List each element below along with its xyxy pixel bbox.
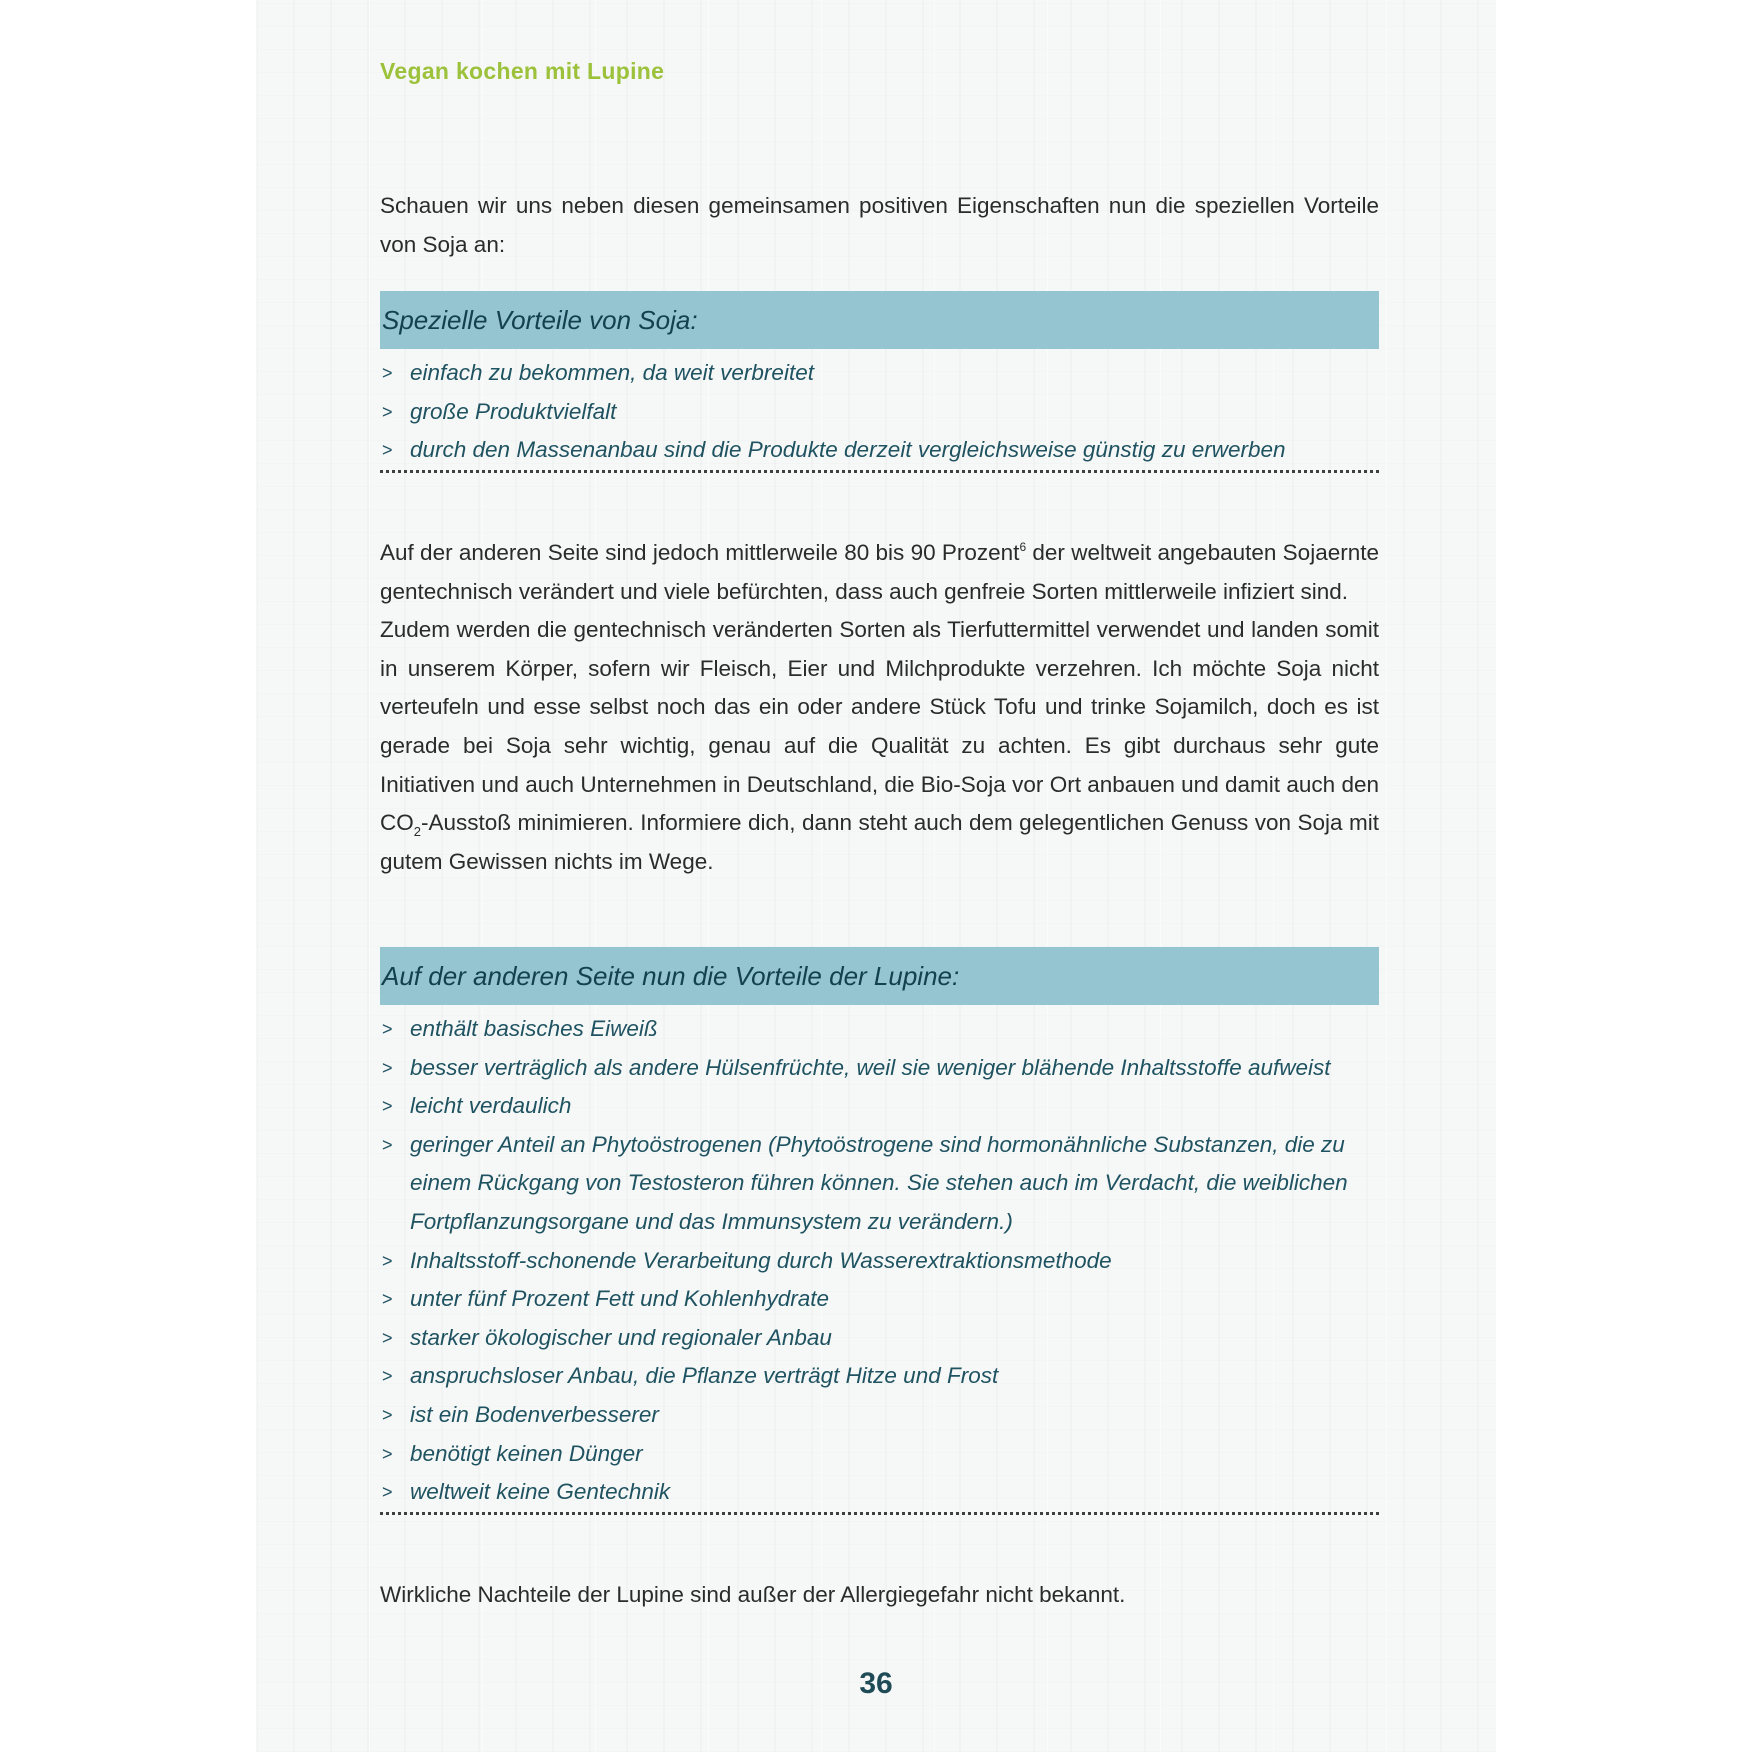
list-item — [380, 1010, 1379, 1049]
text-run: der weltweit angebauten Sojaernte gentechnisch verändert und viele befürchten, dass auch genfreie Sorten mittlerweile infiziert sind. — [380, 540, 1379, 604]
list-item — [380, 1357, 1379, 1396]
body-paragraphs — [380, 534, 1379, 881]
chevron-right-icon: > — [382, 1057, 393, 1078]
body-paragraph-2 — [380, 611, 1379, 881]
list-item — [380, 1319, 1379, 1358]
list-item — [380, 431, 1379, 470]
list-item — [380, 1049, 1379, 1088]
lupine-heading-text: Auf der anderen Seite nun die Vorteile der Lupine: — [382, 960, 960, 991]
page-number: 36 — [859, 1667, 893, 1700]
dotted-divider — [380, 1512, 1379, 1515]
intro-paragraph — [380, 187, 1379, 264]
chevron-right-icon: > — [382, 401, 393, 422]
soja-box-heading — [380, 291, 1379, 349]
chevron-right-icon: > — [382, 1327, 393, 1348]
list-item-text: anspruchsloser Anbau, die Pflanze verträgt Hitze und Frost — [410, 1363, 999, 1389]
chevron-right-icon: > — [382, 440, 393, 461]
list-item — [380, 1087, 1379, 1126]
running-title: Vegan kochen mit Lupine — [380, 58, 665, 84]
chevron-right-icon: > — [382, 1134, 393, 1155]
chevron-right-icon: > — [382, 1019, 393, 1039]
list-item — [380, 393, 1379, 432]
chevron-right-icon: > — [382, 1096, 393, 1117]
intro-text: Schauen wir uns neben diesen gemeinsamen positiven Eigenschaften nun die speziellen Vorteile von Soja an: — [380, 193, 1379, 257]
list-item-text: geringer Anteil an Phytoöstrogenen (Phytoöstrogene sind hormonähnliche Substanzen, die zu einem Rückgang von Testosteron führen können. Sie stehen auch im Verdacht, die weiblichen Fortpflanzungsorgane und das Immunsystem zu verändern.) — [410, 1131, 1348, 1234]
lupine-advantages-list — [380, 1010, 1379, 1512]
soja-heading-text: Spezielle Vorteile von Soja: — [382, 304, 698, 335]
footnote-ref: 6 — [1019, 540, 1027, 554]
closing-text: Wirkliche Nachteile der Lupine sind außer der Allergiegefahr nicht bekannt. — [380, 1582, 1126, 1607]
list-item — [380, 1435, 1379, 1474]
lupine-box-heading — [380, 947, 1379, 1005]
text-run: -Ausstoß minimieren. Informiere dich, dann steht auch dem gelegentlichen Genuss von Soja mit gutem Gewissen nichts im Wege. — [380, 810, 1379, 874]
list-item — [380, 1280, 1379, 1319]
list-item-text: große Produktvielfalt — [410, 398, 617, 424]
list-item-text: enthält basisches Eiweiß — [410, 1016, 658, 1041]
list-item-text: besser verträglich als andere Hülsenfrüchte, weil sie weniger blähende Inhaltsstoffe aufweist — [410, 1054, 1331, 1080]
list-item — [380, 354, 1379, 393]
chevron-right-icon: > — [382, 1250, 393, 1271]
closing-paragraph — [380, 1576, 1379, 1615]
chevron-right-icon: > — [382, 1366, 393, 1387]
dotted-divider — [380, 470, 1379, 473]
list-item-text: leicht verdaulich — [410, 1093, 572, 1119]
list-item — [380, 1126, 1379, 1242]
chevron-right-icon: > — [382, 1289, 393, 1310]
list-item-text: starker ökologischer und regionaler Anbau — [410, 1324, 832, 1350]
chevron-right-icon: > — [382, 1404, 393, 1425]
list-item-text: unter fünf Prozent Fett und Kohlenhydrate — [410, 1286, 830, 1312]
chevron-right-icon: > — [382, 1482, 393, 1503]
list-item-text: weltweit keine Gentechnik — [410, 1479, 671, 1505]
text-run: Auf der anderen Seite sind jedoch mittlerweile 80 bis 90 Prozent — [380, 540, 1020, 565]
text-run: Zudem werden die gentechnisch veränderten Sorten als Tierfuttermittel verwendet und landen somit in unserem Körper, sofern wir Fleisch, Eier und Milchprodukte verzehren. Ich möchte Soja nicht verteufeln und esse selbst noch das ein oder andere Stück Tofu und trinke Sojamilch, doch es ist gerade bei Soja sehr wichtig, genau auf die Qualität zu achten. Es gibt durchaus sehr gute Initiativen und auch Unternehmen in Deutschland, die Bio-Soja vor Ort anbauen und damit auch den CO — [380, 617, 1379, 836]
chevron-right-icon: > — [382, 363, 393, 383]
soja-advantages-list — [380, 354, 1379, 470]
list-item-text: durch den Massenanbau sind die Produkte derzeit vergleichsweise günstig zu erwerben — [410, 437, 1286, 463]
list-item-text: ist ein Bodenverbesserer — [410, 1401, 659, 1427]
list-item — [380, 1242, 1379, 1281]
subscript: 2 — [413, 824, 421, 840]
list-item-text: Inhaltsstoff-schonende Verarbeitung durch Wasserextraktionsmethode — [410, 1247, 1112, 1273]
list-item — [380, 1396, 1379, 1435]
chevron-right-icon: > — [382, 1443, 393, 1464]
list-item-text: einfach zu bekommen, da weit verbreitet — [410, 360, 814, 385]
list-item-text: benötigt keinen Dünger — [410, 1440, 643, 1466]
body-paragraph-1 — [380, 534, 1379, 611]
list-item — [380, 1473, 1379, 1512]
